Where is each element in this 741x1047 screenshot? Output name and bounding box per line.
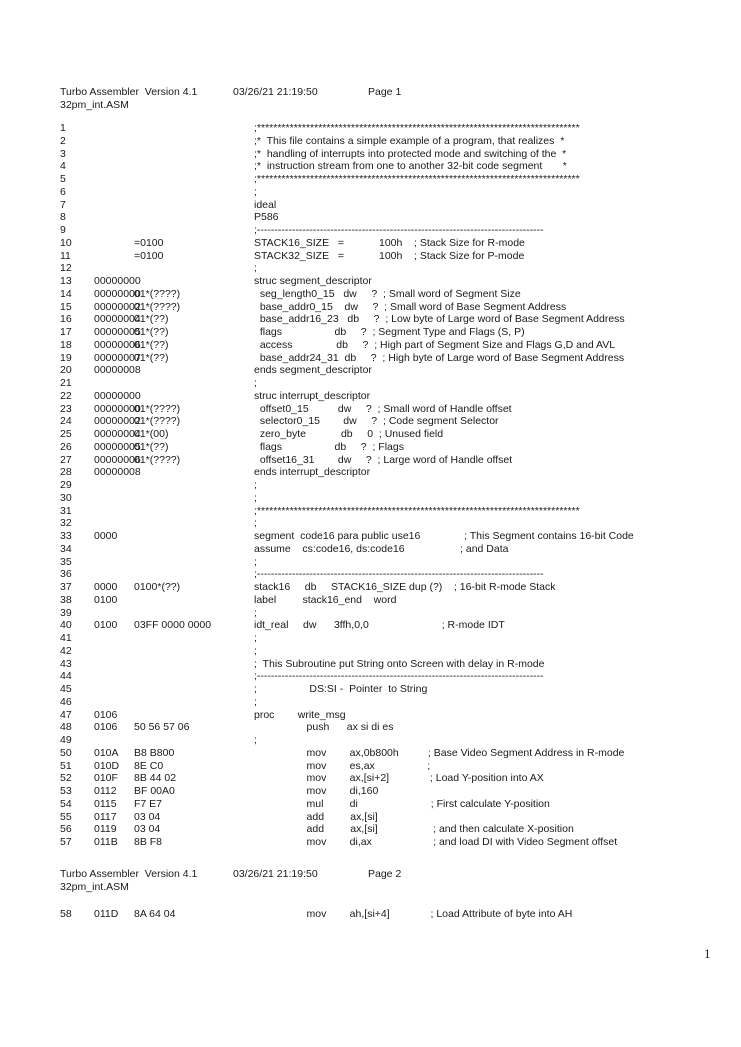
listing-line [0, 313, 741, 325]
source-code: ;---------------------------------------------------------------------------------- [254, 670, 544, 683]
line-number: 8 [60, 211, 66, 224]
listing-line [0, 454, 741, 466]
listing-line [0, 199, 741, 211]
line-number: 42 [60, 644, 72, 657]
line-number: 54 [60, 797, 72, 810]
listing-line [0, 160, 741, 172]
listing-line [0, 760, 741, 772]
source-code: base_addr16_23 db ? ; Low byte of Large word of Base Segment Address [254, 313, 625, 326]
line-number: 24 [60, 415, 72, 428]
source-code: ends interrupt_descriptor [254, 466, 371, 479]
offset: 00000000 [94, 389, 141, 402]
source-code: zero_byte db 0 ; Unused field [254, 428, 444, 440]
source-code: mov ax,0b800h ; Base Video Segment Address in R-mode [254, 746, 625, 759]
listing-line [0, 390, 741, 402]
line-number: 43 [60, 657, 72, 670]
source-code: offset16_31 dw ? ; Large word of Handle offset [254, 453, 513, 466]
listing-line [0, 301, 741, 313]
source-code: ; [254, 377, 257, 389]
listing-line [0, 530, 741, 542]
object-code: 03FF 0000 0000 [134, 619, 212, 632]
listing-line [0, 517, 741, 529]
object-code: 03 04 [134, 810, 161, 823]
listing-line [0, 632, 741, 644]
listing-line [0, 364, 741, 376]
line-number: 7 [60, 198, 66, 211]
offset: 011B [94, 836, 118, 848]
object-code: =0100 [134, 249, 164, 262]
source-code: access db ? ; High part of Segment Size and Flags G,D and AVL [254, 338, 616, 351]
source-code: ;******************************************************************************* [254, 122, 580, 134]
listing-line [0, 619, 741, 631]
offset: 00000002 [94, 415, 141, 428]
line-number: 51 [60, 759, 72, 772]
line-number: 11 [60, 249, 71, 262]
listing-line [0, 148, 741, 160]
source-code: ; [254, 632, 257, 644]
listing-line [0, 670, 741, 682]
object-code: 01*(??) [134, 351, 169, 364]
object-code: 01*(????) [134, 415, 181, 428]
object-code: 8E C0 [134, 759, 164, 772]
object-code: 01*(??) [134, 326, 169, 338]
offset: 00000004 [94, 428, 141, 440]
line-number: 44 [60, 670, 72, 683]
object-code: F7 E7 [134, 797, 163, 810]
line-number: 13 [60, 275, 72, 287]
offset: 00000000 [94, 402, 141, 415]
source-code: mov es,ax ; [254, 759, 431, 772]
line-number: 45 [60, 683, 72, 695]
source-code: add ax,[si] ; and then calculate X-position [254, 823, 574, 836]
line-number: 10 [60, 236, 72, 249]
object-code: BF 00A0 [134, 785, 175, 797]
assembler-version: Turbo Assembler Version 4.1 [60, 86, 198, 98]
object-code: 01*(????) [134, 402, 181, 415]
source-code: ; [254, 606, 257, 619]
line-number: 34 [60, 542, 72, 555]
object-code: 8B 44 02 [134, 772, 177, 785]
page-label: Page 2 [368, 868, 402, 880]
line-number: 27 [60, 453, 72, 466]
object-code: =0100 [134, 236, 164, 249]
listing-line [0, 262, 741, 274]
listing-line [0, 836, 741, 848]
source-code: mov di,ax ; and load DI with Video Segment offset [254, 836, 618, 848]
source-code: ; This Subroutine put String onto Screen with delay in R-mode [254, 657, 545, 670]
source-code: ;* handling of interrupts into protected mode and switching of the * [254, 147, 567, 160]
offset: 010A [94, 746, 119, 759]
listing-line [0, 479, 741, 491]
listing-line [0, 224, 741, 236]
line-number: 2 [60, 134, 66, 147]
line-number: 28 [60, 466, 72, 479]
line-number: 35 [60, 555, 72, 568]
source-code: stack16 db STACK16_SIZE dup (?) ; 16-bit R-mode Stack [254, 581, 556, 593]
source-code: label stack16_end word [254, 593, 397, 606]
line-number: 56 [60, 823, 72, 836]
listing-line [0, 709, 741, 721]
source-code: base_addr24_31 db ? ; High byte of Large word of Base Segment Address [254, 351, 625, 364]
listing-line [0, 122, 741, 134]
page1-header [60, 86, 480, 114]
source-code: ;---------------------------------------------------------------------------------- [254, 224, 544, 236]
line-number: 6 [60, 185, 66, 198]
listing-line [0, 492, 741, 504]
line-number: 18 [60, 338, 72, 351]
source-code: assume cs:code16, ds:code16 ; and Data [254, 542, 509, 555]
line-number: 58 [60, 908, 72, 920]
line-number: 52 [60, 772, 72, 785]
listing-line [0, 352, 741, 364]
object-code: 01*(00) [134, 428, 169, 440]
line-number: 49 [60, 734, 72, 746]
listing-line [0, 721, 741, 733]
source-code: ;******************************************************************************* [254, 504, 580, 517]
page2-header [60, 868, 480, 896]
line-number: 47 [60, 708, 72, 721]
object-code: 0100*(??) [134, 581, 181, 593]
source-code: mul di ; First calculate Y-position [254, 797, 550, 810]
listing-line [0, 683, 741, 695]
offset: 00000008 [94, 364, 141, 377]
line-number: 25 [60, 428, 72, 440]
source-code: ; [254, 185, 257, 198]
line-number: 22 [60, 389, 72, 402]
listing-line [0, 275, 741, 287]
listing-line [0, 173, 741, 185]
offset: 00000000 [94, 287, 141, 300]
line-number: 37 [60, 581, 72, 593]
object-code: 8B F8 [134, 836, 163, 848]
line-number: 32 [60, 517, 72, 530]
line-number: 15 [60, 300, 72, 313]
object-code: 01*(????) [134, 287, 181, 300]
offset: 00000006 [94, 338, 141, 351]
line-number: 38 [60, 593, 72, 606]
source-code: idt_real dw 3ffh,0,0 ; R-mode IDT [254, 619, 505, 632]
line-number: 48 [60, 721, 72, 734]
source-code: STACK16_SIZE = 100h ; Stack Size for R-mode [254, 236, 525, 249]
listing-line [0, 747, 741, 759]
offset: 0106 [94, 721, 118, 734]
object-code: 01*(??) [134, 313, 169, 326]
line-number: 17 [60, 326, 72, 338]
listing-line [0, 377, 741, 389]
source-code: proc write_msg [254, 708, 346, 721]
source-code: ; [254, 479, 257, 491]
listing-line [0, 798, 741, 810]
source-code: ;* This file contains a simple example of a program, that realizes * [254, 134, 565, 147]
object-code: 01*(????) [134, 453, 181, 466]
line-number: 3 [60, 147, 66, 160]
listing-line [0, 415, 741, 427]
source-code: ; [254, 695, 257, 708]
offset: 00000005 [94, 440, 141, 453]
source-code: ;* instruction stream from one to another 32-bit code segment * [254, 160, 567, 173]
listing-line [0, 428, 741, 440]
offset: 00000000 [94, 275, 141, 287]
line-number: 14 [60, 287, 72, 300]
offset: 00000006 [94, 453, 141, 466]
offset: 00000008 [94, 466, 141, 479]
timestamp: 03/26/21 21:19:50 [233, 86, 318, 98]
listing-line [0, 326, 741, 338]
line-number: 5 [60, 173, 66, 185]
listing-line [0, 556, 741, 568]
source-code: struc segment_descriptor [254, 275, 372, 287]
line-number: 16 [60, 313, 72, 326]
line-number: 4 [60, 160, 66, 173]
offset: 0119 [94, 823, 117, 836]
line-number: 19 [60, 351, 72, 364]
line-number: 53 [60, 785, 72, 797]
listing-line [0, 441, 741, 453]
listing-line [0, 135, 741, 147]
source-code: ;******************************************************************************* [254, 173, 580, 185]
source-code: seg_length0_15 dw ? ; Small word of Segment Size [254, 287, 521, 300]
listing-line [0, 568, 741, 580]
object-code: 01*(????) [134, 300, 181, 313]
source-code: selector0_15 dw ? ; Code segment Selector [254, 415, 499, 428]
listing-line [0, 211, 741, 223]
listing-line [0, 543, 741, 555]
source-code: STACK32_SIZE = 100h ; Stack Size for P-mode [254, 249, 525, 262]
listing-line [0, 594, 741, 606]
source-code: ; [254, 734, 257, 746]
line-number: 23 [60, 402, 72, 415]
line-number: 40 [60, 619, 72, 632]
source-code: mov ah,[si+4] ; Load Attribute of byte into AH [254, 908, 573, 920]
offset: 011D [94, 908, 119, 920]
listing-line [0, 466, 741, 478]
line-number: 26 [60, 440, 72, 453]
source-code: offset0_15 dw ? ; Small word of Handle offset [254, 402, 512, 415]
source-code: push ax si di es [254, 721, 394, 734]
object-code: 8A 64 04 [134, 908, 176, 920]
page-label: Page 1 [368, 86, 402, 98]
source-code: P586 [254, 211, 279, 224]
source-code: ; [254, 644, 257, 657]
line-number: 31 [60, 504, 72, 517]
listing-line [0, 658, 741, 670]
offset: 0100 [94, 593, 118, 606]
source-code: ; [254, 517, 257, 530]
source-code: ; [254, 555, 257, 568]
listing-line [0, 339, 741, 351]
listing-line [0, 645, 741, 657]
listing-line [0, 607, 741, 619]
line-number: 12 [60, 262, 72, 275]
line-number: 33 [60, 530, 72, 542]
offset: 010F [94, 772, 118, 785]
listing-line [0, 237, 741, 249]
offset: 0100 [94, 619, 118, 632]
listing-line [0, 250, 741, 262]
listing-line [0, 811, 741, 823]
source-code: struc interrupt_descriptor [254, 389, 371, 402]
source-code: segment code16 para public use16 ; This Segment contains 16-bit Code [254, 530, 634, 542]
source-code: ideal [254, 198, 277, 211]
object-code: B8 B800 [134, 746, 175, 759]
listing-line [0, 734, 741, 746]
source-code: flags db ? ; Segment Type and Flags (S, P) [254, 326, 525, 338]
line-number: 30 [60, 491, 72, 504]
object-code: 01*(??) [134, 338, 169, 351]
listing-line [0, 823, 741, 835]
object-code: 01*(??) [134, 440, 169, 453]
offset: 00000004 [94, 313, 141, 326]
page-number: 1 [704, 946, 711, 961]
offset: 00000005 [94, 326, 141, 338]
offset: 0106 [94, 708, 118, 721]
line-number: 39 [60, 606, 72, 619]
line-number: 9 [60, 224, 66, 236]
line-number: 50 [60, 746, 72, 759]
line-number: 21 [60, 377, 72, 389]
listing-line [0, 581, 741, 593]
offset: 00000007 [94, 351, 141, 364]
line-number: 57 [60, 836, 72, 848]
line-number: 41 [60, 632, 72, 644]
source-code: mov ax,[si+2] ; Load Y-position into AX [254, 772, 544, 785]
line-number: 1 [60, 122, 66, 134]
filename: 32pm_int.ASM [60, 99, 129, 111]
object-code: 03 04 [134, 823, 161, 836]
source-code: base_addr0_15 dw ? ; Small word of Base Segment Address [254, 300, 567, 313]
listing-line [0, 908, 741, 920]
source-code: mov di,160 [254, 785, 379, 797]
offset: 00000002 [94, 300, 141, 313]
listing-line [0, 772, 741, 784]
line-number: 36 [60, 568, 72, 581]
offset: 0117 [94, 810, 117, 823]
listing-line [0, 403, 741, 415]
source-code: ends segment_descriptor [254, 364, 372, 377]
listing-line [0, 186, 741, 198]
listing-line [0, 505, 741, 517]
object-code: 50 56 57 06 [134, 721, 190, 734]
offset: 0115 [94, 797, 117, 810]
offset: 010D [94, 759, 120, 772]
source-code: ; [254, 491, 257, 504]
line-number: 20 [60, 364, 72, 377]
line-number: 29 [60, 479, 72, 491]
source-code: flags db ? ; Flags [254, 440, 404, 453]
source-code: ; [254, 262, 257, 275]
source-code: add ax,[si] [254, 810, 378, 823]
listing-line [0, 696, 741, 708]
filename: 32pm_int.ASM [60, 881, 129, 893]
line-number: 55 [60, 810, 72, 823]
offset: 0112 [94, 785, 117, 797]
source-code: ;---------------------------------------------------------------------------------- [254, 568, 544, 581]
listing-line [0, 785, 741, 797]
source-code: ; DS:SI - Pointer to String [254, 683, 428, 695]
assembler-version: Turbo Assembler Version 4.1 [60, 868, 198, 880]
offset: 0000 [94, 530, 118, 542]
offset: 0000 [94, 581, 118, 593]
line-number: 46 [60, 695, 72, 708]
listing-line [0, 288, 741, 300]
timestamp: 03/26/21 21:19:50 [233, 868, 318, 880]
